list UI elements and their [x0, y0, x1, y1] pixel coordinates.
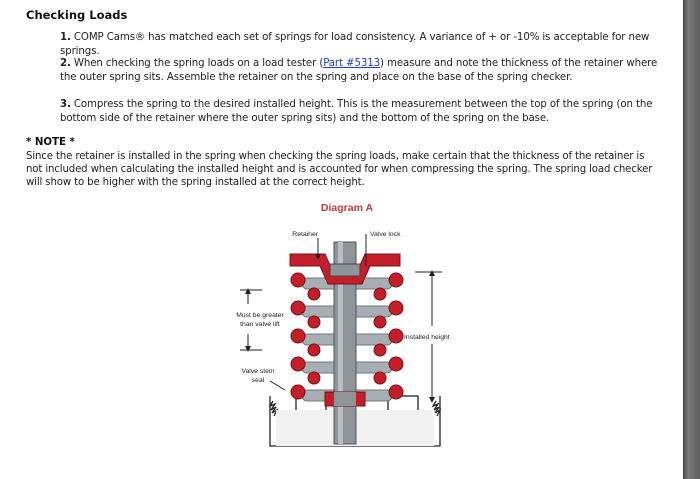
label-retainer: Retainer	[292, 231, 318, 238]
label-seal-2: seal	[251, 377, 265, 384]
note-heading: * NOTE *	[26, 137, 75, 148]
label-installed-height: Installed height	[404, 334, 450, 341]
step-number: 3.	[60, 99, 71, 110]
step-3	[60, 98, 660, 126]
step-1	[60, 31, 660, 59]
stem-through-seal	[334, 392, 356, 406]
page-title: Checking Loads	[26, 8, 128, 22]
step-text: COMP Cams® has matched each set of springs for load consistency. A variance of + or -10% is acceptable for new springs.	[60, 32, 650, 57]
step-number: 1.	[60, 32, 71, 43]
label-seal-1: Valve stem	[241, 368, 275, 375]
step-number: 2.	[60, 58, 71, 69]
diagram-title: Diagram A	[320, 202, 374, 214]
spring-diagram	[210, 196, 480, 466]
valve-lock	[330, 264, 360, 276]
step-text: ) measure and note the thickness of the retainer where the outer spring sits. Assemble the retainer on the spring and place on the base of the spring checker.	[60, 58, 658, 83]
label-lift-1: Must be greater	[236, 312, 284, 319]
window-scroll-edge[interactable]	[683, 0, 700, 479]
step-text: Compress the spring to the desired installed height. This is the measurement between the top of the spring (on the bottom side of the retainer where the outer spring sits) and the bottom of the spring on the base.	[60, 99, 653, 124]
label-lift-2: than valve lift	[240, 321, 280, 328]
step-text: When checking the spring loads on a load tester (	[73, 58, 324, 69]
part-link[interactable]: Part #5313	[323, 58, 381, 69]
note-body: Since the retainer is installed in the spring when checking the spring loads, make certain that the thickness of the retainer is not included when calculating the installed height and is accounted for when compressing the spring. The spring load checker will show to be higher with the spring installed at the correct height.	[26, 151, 653, 188]
label-valve-lock: Valve lock	[370, 231, 401, 238]
step-2	[60, 57, 660, 85]
